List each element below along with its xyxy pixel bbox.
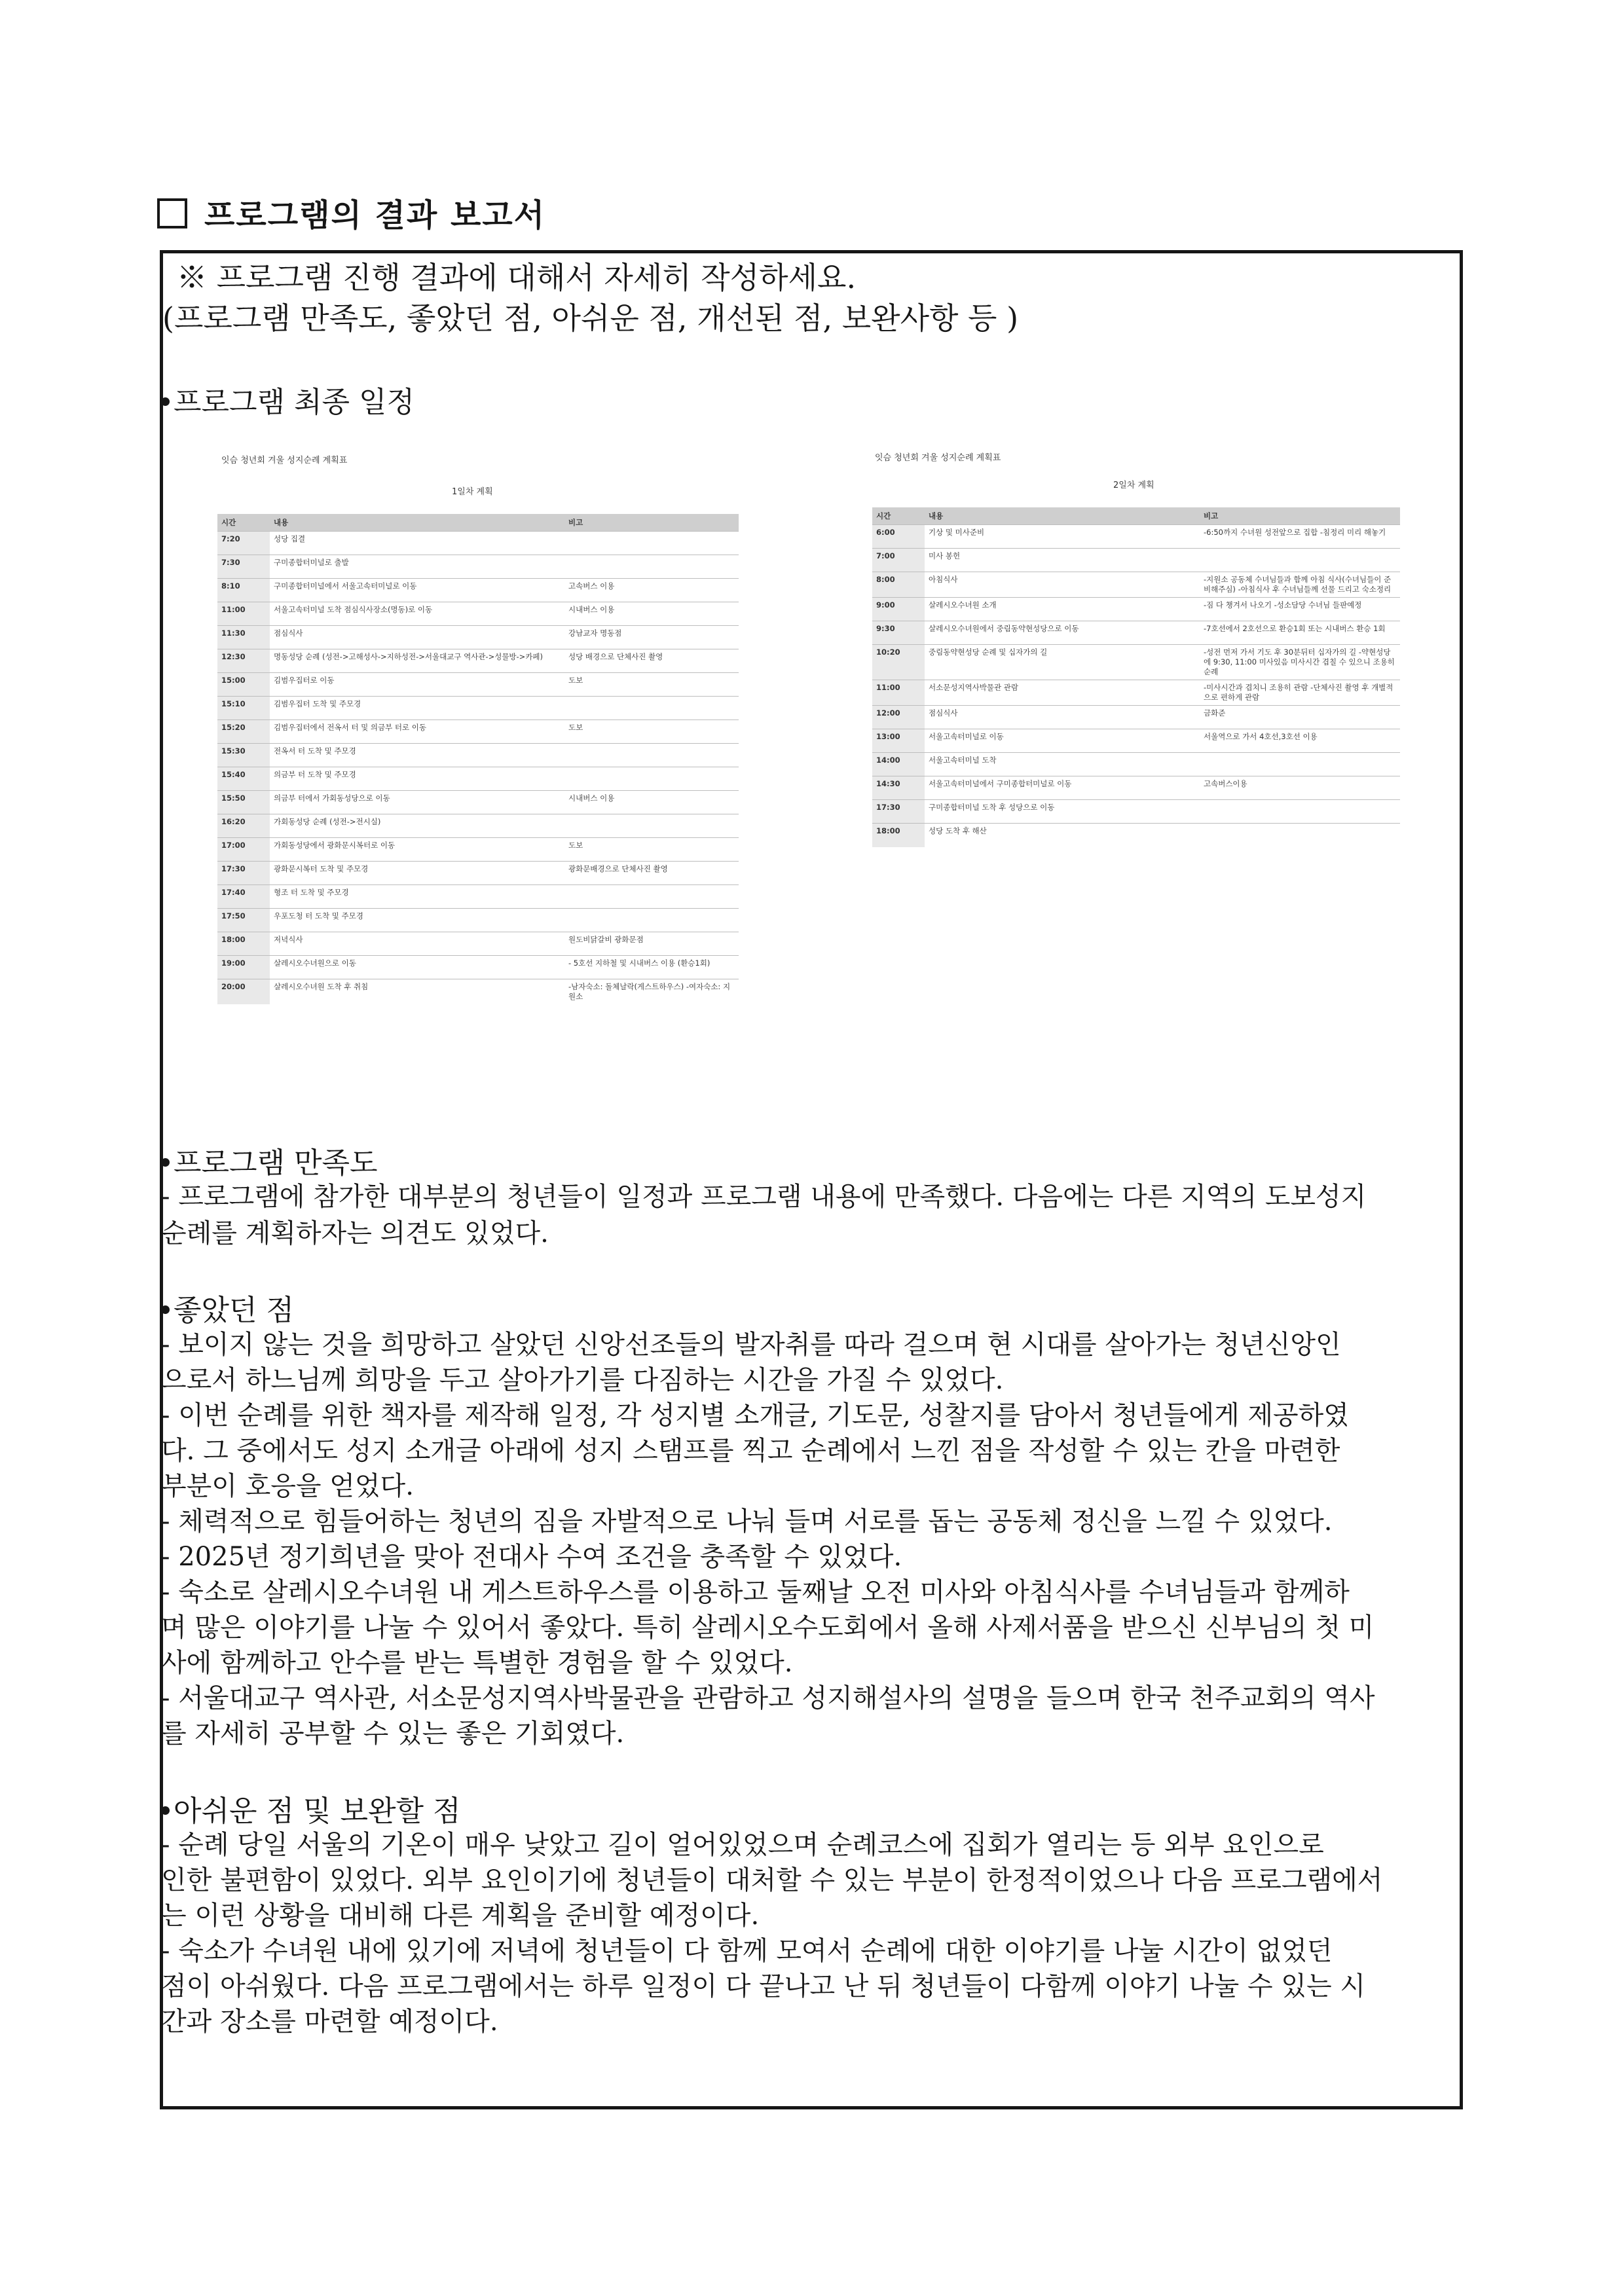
instruction-line-2: (프로그램 만족도, 좋았던 점, 아쉬운 점, 개선된 점, 보완사항 등 ) bbox=[162, 301, 1019, 336]
report-title-text: 프로그램의 결과 보고서 bbox=[204, 197, 546, 234]
schedule-note-cell bbox=[564, 767, 739, 791]
schedule-day1-subtitle: 1일차 계획 bbox=[452, 487, 493, 497]
schedule-day2-caption: 잇슴 청년회 겨울 성지순례 계획표 bbox=[875, 453, 1001, 463]
schedule-note-cell: 도보 bbox=[564, 838, 739, 862]
schedule-row bbox=[217, 862, 739, 885]
col-header-time: 시간 bbox=[217, 514, 270, 532]
schedule-time-cell: 8:10 bbox=[217, 579, 270, 602]
checkbox-square-icon bbox=[157, 198, 187, 228]
schedule-row bbox=[217, 555, 739, 579]
schedule-time-cell: 13:00 bbox=[872, 729, 925, 753]
good-points-line: 부분이 호응을 얻었다. bbox=[161, 1471, 414, 1501]
schedule-row bbox=[872, 729, 1400, 753]
schedule-day2 bbox=[871, 452, 1408, 989]
regrets-line: 점이 아쉬웠다. 다음 프로그램에서는 하루 일정이 다 끝나고 난 뒤 청년들이 다함께 이야기 나눌 수 있는 시 bbox=[161, 1971, 1366, 2001]
schedule-content-cell: 구미종합터미널로 출발 bbox=[270, 555, 564, 579]
schedule-time-cell: 17:50 bbox=[217, 909, 270, 932]
schedule-row bbox=[217, 626, 739, 649]
schedule-content-cell: 의금부 터에서 가회동성당으로 이동 bbox=[270, 791, 564, 814]
satisfaction-line: - 프로그램에 참가한 대부분의 청년들이 일정과 프로그램 내용에 만족했다. 다음에는 다른 지역의 도보성지 bbox=[161, 1182, 1367, 1212]
schedule-time-cell: 7:00 bbox=[872, 549, 925, 572]
schedule-row bbox=[217, 532, 739, 555]
col-header-time: 시간 bbox=[872, 507, 925, 525]
schedule-content-cell: 살레시오수녀원 도착 후 취침 bbox=[270, 979, 564, 1005]
schedule-row bbox=[217, 932, 739, 956]
schedule-content-cell: 살레시오수녀원으로 이동 bbox=[270, 956, 564, 979]
schedule-content-cell: 아침식사 bbox=[925, 572, 1200, 598]
schedule-note-cell: -미사시간과 겹치니 조용히 관람 -단체사진 촬영 후 개별적으로 편하게 관람 bbox=[1200, 680, 1400, 706]
schedule-row bbox=[217, 814, 739, 838]
schedule-row bbox=[217, 909, 739, 932]
schedule-note-cell: 시내버스 이용 bbox=[564, 602, 739, 626]
bullet-icon bbox=[161, 1806, 170, 1815]
schedule-time-cell: 9:00 bbox=[872, 598, 925, 621]
schedule-day1 bbox=[216, 452, 740, 1080]
schedule-note-cell: -7호선에서 2호선으로 환승1회 또는 시내버스 환승 1회 bbox=[1200, 621, 1400, 645]
schedule-row bbox=[872, 800, 1400, 824]
schedule-row bbox=[217, 838, 739, 862]
schedule-row bbox=[872, 824, 1400, 847]
instruction-line-1: ※ 프로그램 진행 결과에 대해서 자세히 작성하세요. bbox=[177, 260, 857, 295]
regrets-line: - 숙소가 수녀원 내에 있기에 저녁에 청년들이 다 함께 모여서 순례에 대한 이야기를 나눌 시간이 없었던 bbox=[161, 1936, 1333, 1966]
schedule-row bbox=[217, 649, 739, 673]
schedule-row bbox=[217, 579, 739, 602]
schedule-row bbox=[872, 621, 1400, 645]
schedule-time-cell: 17:40 bbox=[217, 885, 270, 909]
schedule-note-cell bbox=[564, 744, 739, 767]
good-points-line: - 2025년 정기희년을 맞아 전대사 수여 조건을 충족할 수 있었다. bbox=[161, 1542, 902, 1572]
schedule-time-cell: 10:20 bbox=[872, 645, 925, 680]
schedule-note-cell: 성당 배경으로 단체사진 촬영 bbox=[564, 649, 739, 673]
schedule-time-cell: 14:30 bbox=[872, 776, 925, 800]
schedule-content-cell: 의금부 터 도착 및 주모경 bbox=[270, 767, 564, 791]
schedule-note-cell bbox=[1200, 800, 1400, 824]
schedule-day1-caption: 잇슴 청년회 겨울 성지순례 계획표 bbox=[221, 456, 348, 465]
satisfaction-line: 순례를 계획하자는 의견도 있었다. bbox=[161, 1218, 549, 1248]
good-points-heading-text: 좋았던 점 bbox=[174, 1294, 295, 1327]
good-points-line: 며 많은 이야기를 나눌 수 있어서 좋았다. 특히 살레시오수도회에서 올해 사제서품을 받으신 신부님의 첫 미 bbox=[161, 1613, 1375, 1643]
schedule-time-cell: 17:30 bbox=[872, 800, 925, 824]
schedule-note-cell bbox=[564, 885, 739, 909]
satisfaction-heading-text: 프로그램 만족도 bbox=[174, 1146, 378, 1180]
schedule-row bbox=[872, 572, 1400, 598]
schedule-row bbox=[217, 767, 739, 791]
schedule-content-cell: 서울고속터미널 도착 점심식사장소(명동)로 이동 bbox=[270, 602, 564, 626]
schedule-note-cell bbox=[564, 532, 739, 555]
good-points-line: 다. 그 중에서도 성지 소개글 아래에 성지 스탬프를 찍고 순례에서 느낀 점을 작성할 수 있는 칸을 마련한 bbox=[161, 1436, 1340, 1466]
schedule-row bbox=[872, 525, 1400, 549]
schedule-content-cell: 서소문성지역사박물관 관람 bbox=[925, 680, 1200, 706]
schedule-note-cell bbox=[564, 697, 739, 720]
col-header-note: 비고 bbox=[1200, 507, 1400, 525]
schedule-row bbox=[872, 549, 1400, 572]
schedule-content-cell: 구미종합터미널에서 서울고속터미널로 이동 bbox=[270, 579, 564, 602]
col-header-note: 비고 bbox=[564, 514, 739, 532]
schedule-note-cell: -지원소 공동체 수녀님들과 함께 아침 식사(수녀님들이 준비해주심) -아침식사 후 수녀님들께 선물 드리고 숙소정리 bbox=[1200, 572, 1400, 598]
schedule-heading-text: 프로그램 최종 일정 bbox=[174, 386, 415, 419]
schedule-content-cell: 서울고속터미널로 이동 bbox=[925, 729, 1200, 753]
schedule-note-cell: 광화문배경으로 단체사진 촬영 bbox=[564, 862, 739, 885]
satisfaction-heading bbox=[161, 1139, 378, 1181]
schedule-time-cell: 15:20 bbox=[217, 720, 270, 744]
regrets-line: 는 이런 상황을 대비해 다른 계획을 준비할 예정이다. bbox=[161, 1901, 760, 1931]
report-title bbox=[157, 190, 545, 235]
schedule-time-cell: 15:30 bbox=[217, 744, 270, 767]
schedule-time-cell: 19:00 bbox=[217, 956, 270, 979]
schedule-content-cell: 서울고속터미널에서 구미종합터미널로 이동 bbox=[925, 776, 1200, 800]
schedule-note-cell bbox=[564, 814, 739, 838]
good-points-line: - 이번 순례를 위한 책자를 제작해 일정, 각 성지별 소개글, 기도문, 성찰지를 담아서 청년들에게 제공하였 bbox=[161, 1400, 1349, 1430]
schedule-content-cell: 저녁식사 bbox=[270, 932, 564, 956]
schedule-row bbox=[872, 645, 1400, 680]
schedule-note-cell: -남자숙소: 돌체날락(게스트하우스) -여자숙소: 지원소 bbox=[564, 979, 739, 1005]
schedule-row bbox=[872, 753, 1400, 776]
bullet-icon bbox=[161, 1158, 170, 1167]
schedule-day2-table bbox=[872, 507, 1400, 847]
good-points-line: 사에 함께하고 안수를 받는 특별한 경험을 할 수 있었다. bbox=[161, 1648, 793, 1678]
schedule-content-cell: 가회동성당 순례 (성전->전시실) bbox=[270, 814, 564, 838]
schedule-content-cell: 기상 및 미사준비 bbox=[925, 525, 1200, 549]
schedule-note-cell bbox=[564, 555, 739, 579]
schedule-time-cell: 7:30 bbox=[217, 555, 270, 579]
regrets-heading bbox=[161, 1787, 460, 1829]
regrets-line: 인한 불편함이 있었다. 외부 요인이기에 청년들이 대처할 수 있는 부분이 한정적이었으나 다음 프로그램에서 bbox=[161, 1865, 1383, 1895]
schedule-note-cell: 강남교자 명동점 bbox=[564, 626, 739, 649]
schedule-note-cell: -성전 먼저 가서 기도 후 30분뒤터 십자가의 길 -약현성당에 9:30, 11:00 미사있음 미사시간 겹칠 수 있으니 조용히 순례 bbox=[1200, 645, 1400, 680]
schedule-row bbox=[217, 885, 739, 909]
schedule-time-cell: 15:40 bbox=[217, 767, 270, 791]
schedule-content-cell: 김범우집터 도착 및 주모경 bbox=[270, 697, 564, 720]
schedule-content-cell: 명동성당 순례 (성전->고해성사->지하성전->서울대교구 역사관->성물방->카페) bbox=[270, 649, 564, 673]
schedule-note-cell: 도보 bbox=[564, 673, 739, 697]
schedule-content-cell: 미사 봉헌 bbox=[925, 549, 1200, 572]
schedule-note-cell bbox=[1200, 824, 1400, 847]
schedule-row bbox=[872, 776, 1400, 800]
schedule-time-cell: 16:20 bbox=[217, 814, 270, 838]
schedule-note-cell: 고속버스 이용 bbox=[564, 579, 739, 602]
schedule-time-cell: 9:30 bbox=[872, 621, 925, 645]
col-header-content: 내용 bbox=[270, 514, 564, 532]
schedule-content-cell: 점심식사 bbox=[925, 706, 1200, 729]
schedule-time-cell: 17:30 bbox=[217, 862, 270, 885]
schedule-time-cell: 20:00 bbox=[217, 979, 270, 1005]
schedule-content-cell: 서울고속터미널 도착 bbox=[925, 753, 1200, 776]
regrets-line: 간과 장소를 마련할 예정이다. bbox=[161, 2007, 498, 2037]
schedule-content-cell: 우포도청 터 도착 및 주모경 bbox=[270, 909, 564, 932]
schedule-time-cell: 15:50 bbox=[217, 791, 270, 814]
schedule-content-cell: 중림동약현성당 순례 및 십자가의 길 bbox=[925, 645, 1200, 680]
schedule-row bbox=[217, 673, 739, 697]
good-points-line: - 보이지 않는 것을 희망하고 살았던 신앙선조들의 발자취를 따라 걸으며 현 시대를 살아가는 청년신앙인 bbox=[161, 1330, 1341, 1360]
schedule-time-cell: 7:20 bbox=[217, 532, 270, 555]
schedule-time-cell: 11:00 bbox=[217, 602, 270, 626]
schedule-content-cell: 점심식사 bbox=[270, 626, 564, 649]
schedule-content-cell: 살레시오수녀원에서 중림동약현성당으로 이동 bbox=[925, 621, 1200, 645]
schedule-time-cell: 17:00 bbox=[217, 838, 270, 862]
schedule-content-cell: 김범우집터로 이동 bbox=[270, 673, 564, 697]
good-points-line: 으로서 하느님께 희망을 두고 살아가기를 다짐하는 시간을 가질 수 있었다. bbox=[161, 1365, 1004, 1395]
schedule-time-cell: 11:30 bbox=[217, 626, 270, 649]
col-header-content: 내용 bbox=[925, 507, 1200, 525]
schedule-time-cell: 18:00 bbox=[217, 932, 270, 956]
schedule-content-cell: 가회동성당에서 광화문시복터로 이동 bbox=[270, 838, 564, 862]
schedule-note-cell: 서울역으로 가서 4호선,3호선 이용 bbox=[1200, 729, 1400, 753]
schedule-row bbox=[217, 744, 739, 767]
schedule-day2-subtitle: 2일차 계획 bbox=[1113, 481, 1154, 490]
schedule-time-cell: 8:00 bbox=[872, 572, 925, 598]
schedule-content-cell: 형조 터 도착 및 주모경 bbox=[270, 885, 564, 909]
schedule-time-cell: 6:00 bbox=[872, 525, 925, 549]
schedule-content-cell: 광화문시복터 도착 및 주모경 bbox=[270, 862, 564, 885]
schedule-content-cell: 김범우집터에서 전옥서 터 및 의금부 터로 이동 bbox=[270, 720, 564, 744]
schedule-row bbox=[217, 956, 739, 979]
schedule-row bbox=[217, 720, 739, 744]
schedule-time-cell: 14:00 bbox=[872, 753, 925, 776]
schedule-note-cell: 시내버스 이용 bbox=[564, 791, 739, 814]
good-points-line: - 숙소로 살레시오수녀원 내 게스트하우스를 이용하고 둘째날 오전 미사와 아침식사를 수녀님들과 함께하 bbox=[161, 1577, 1350, 1607]
schedule-content-cell: 성당 집결 bbox=[270, 532, 564, 555]
schedule-time-cell: 15:00 bbox=[217, 673, 270, 697]
schedule-note-cell: -짐 다 챙겨서 나오기 -성소담당 수녀님 들판예정 bbox=[1200, 598, 1400, 621]
schedule-row bbox=[872, 598, 1400, 621]
good-points-line: 를 자세히 공부할 수 있는 좋은 기회였다. bbox=[161, 1719, 625, 1749]
schedule-content-cell: 살레시오수녀원 소개 bbox=[925, 598, 1200, 621]
schedule-note-cell: -6:50까지 수녀원 성전앞으로 집합 -침정리 미리 해놓기 bbox=[1200, 525, 1400, 549]
bullet-icon bbox=[161, 397, 170, 406]
schedule-time-cell: 15:10 bbox=[217, 697, 270, 720]
schedule-content-cell: 구미종합터미널 도착 후 성당으로 이동 bbox=[925, 800, 1200, 824]
schedule-row bbox=[872, 680, 1400, 706]
schedule-note-cell: 고속버스이용 bbox=[1200, 776, 1400, 800]
good-points-heading bbox=[161, 1286, 294, 1328]
schedule-time-cell: 12:30 bbox=[217, 649, 270, 673]
bullet-icon bbox=[161, 1305, 170, 1314]
schedule-heading bbox=[161, 378, 415, 420]
schedule-note-cell: 원도비닭갈비 광화문점 bbox=[564, 932, 739, 956]
schedule-row bbox=[872, 706, 1400, 729]
schedule-content-cell: 성당 도착 후 해산 bbox=[925, 824, 1200, 847]
schedule-row bbox=[217, 979, 739, 1005]
good-points-line: - 체력적으로 힘들어하는 청년의 짐을 자발적으로 나눠 들며 서로를 돕는 공동체 정신을 느낄 수 있었다. bbox=[161, 1506, 1333, 1537]
schedule-time-cell: 18:00 bbox=[872, 824, 925, 847]
schedule-time-cell: 11:00 bbox=[872, 680, 925, 706]
regrets-heading-text: 아쉬운 점 및 보완할 점 bbox=[174, 1795, 461, 1828]
schedule-row bbox=[217, 602, 739, 626]
schedule-note-cell: 도보 bbox=[564, 720, 739, 744]
schedule-note-cell bbox=[1200, 753, 1400, 776]
good-points-line: - 서울대교구 역사관, 서소문성지역사박물관을 관람하고 성지해설사의 설명을 들으며 한국 천주교회의 역사 bbox=[161, 1683, 1375, 1713]
schedule-row bbox=[217, 697, 739, 720]
schedule-content-cell: 전옥서 터 도착 및 주모경 bbox=[270, 744, 564, 767]
schedule-note-cell: - 5호선 지하철 및 시내버스 이용 (환승1회) bbox=[564, 956, 739, 979]
regrets-line: - 순례 당일 서울의 기온이 매우 낮았고 길이 얼어있었으며 순례코스에 집회가 열리는 등 외부 요인으로 bbox=[161, 1830, 1324, 1860]
schedule-time-cell: 12:00 bbox=[872, 706, 925, 729]
schedule-row bbox=[217, 791, 739, 814]
schedule-day1-table bbox=[217, 514, 739, 1004]
schedule-note-cell: 금화준 bbox=[1200, 706, 1400, 729]
schedule-note-cell bbox=[564, 909, 739, 932]
schedule-note-cell bbox=[1200, 549, 1400, 572]
